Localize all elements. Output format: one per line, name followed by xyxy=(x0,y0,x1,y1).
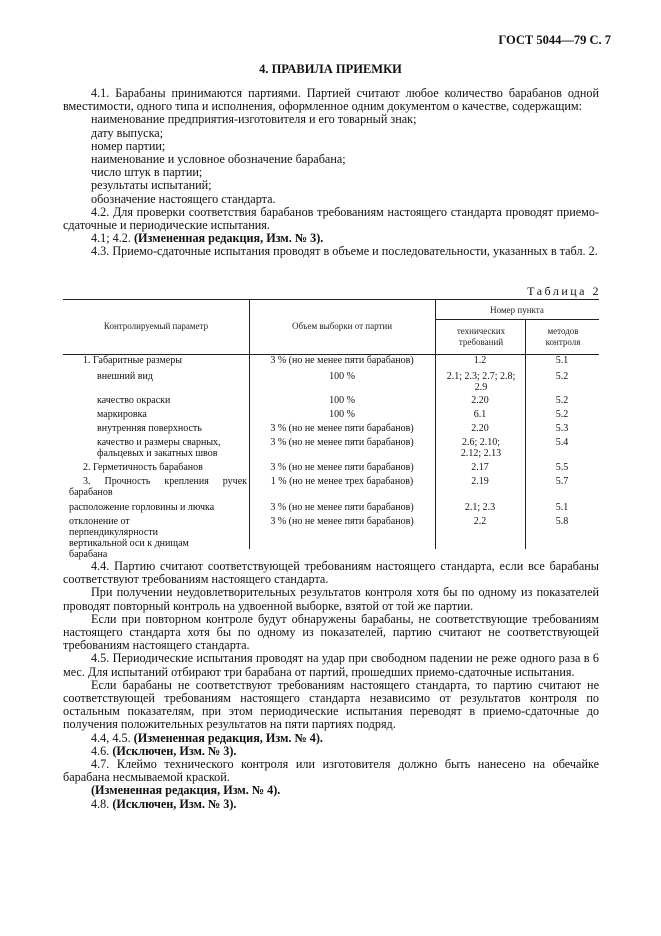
row-param: внешний вид xyxy=(97,371,153,382)
table-body-divider xyxy=(435,354,436,549)
paragraph-4-4-b: При получении неудовлетворительных результатов контроля хотя бы по одному из показателей проводят повторный контроль на удвоенной выборке, взятой от той же партии. xyxy=(63,585,599,613)
row-tech: 2.20 xyxy=(471,423,489,434)
paragraph-4-5-b: Если барабаны не соответствуют требованиям настоящего стандарта, то партию считают не соответствующей требованиям настоящего стандарта независимо от результатов контроля по остальным показателям, при этом периодические испытания переводят в приемо-сдаточные до получения положительных результатов на пяти партиях подряд. xyxy=(63,677,599,732)
row-param: 3. Прочность крепления ручек барабанов xyxy=(69,476,247,498)
list-item: номер партии; xyxy=(91,138,166,153)
list-item: обозначение настоящего стандарта. xyxy=(91,191,276,206)
row-method: 5.7 xyxy=(555,476,569,487)
row-sample: 100 % xyxy=(329,371,355,382)
row-sample: 100 % xyxy=(329,395,355,406)
paragraph-4-5: 4.5. Периодические испытания проводят на удар при свободном падении не реже одного раза в 6 мес. Для испытаний отбирают три барабана от партий, прошедших приемо-сдаточные испытания. xyxy=(63,651,599,679)
paragraph-4-1: 4.1. Барабаны принимаются партиями. Партией считают любое количество барабанов одной вместимости, одного типа и исполнения, оформленное одним документом о качестве, содержащим: xyxy=(63,86,599,114)
row-param: расположение горловины и лючка xyxy=(69,502,215,513)
page-header-ref: ГОСТ 5044—79 С. 7 xyxy=(498,33,611,47)
row-method: 5.8 xyxy=(555,516,569,527)
list-item: результаты испытаний; xyxy=(91,178,212,193)
after-table-block xyxy=(63,560,599,811)
table-body-divider xyxy=(525,354,526,549)
paragraph-4-4: 4.4. Партию считают соответствующей требованиям настоящего стандарта, если все барабаны соответствуют требованиям настоящего стандарта. xyxy=(63,559,599,587)
paragraph-4-2: 4.2. Для проверки соответствия барабанов требованиям настоящего стандарта проводят приемо-сдаточные и периодические испытания. xyxy=(63,204,599,233)
row-sample: 3 % (но не менее пяти барабанов) xyxy=(270,462,414,473)
paragraph-4-3: 4.3. Приемо-сдаточные испытания проводят в объеме и последовательности, указанных в табл. 2. xyxy=(91,244,598,259)
row-param: 2. Герметичность барабанов xyxy=(83,462,203,473)
row-sample: 3 % (но не менее пяти барабанов) xyxy=(270,355,414,366)
row-tech: 6.1 xyxy=(473,409,487,420)
row-method: 5.2 xyxy=(555,371,569,382)
row-method: 5.1 xyxy=(555,355,569,366)
table-top-rule xyxy=(63,299,599,300)
amendment-prefix: 4.6. xyxy=(91,743,110,758)
header-sample-size: Объем выборки от партии xyxy=(291,321,393,331)
header-tech-req: технических требований xyxy=(456,326,506,347)
row-method: 5.3 xyxy=(555,423,569,434)
intro-block xyxy=(63,87,599,259)
row-param: внутренняя поверхность xyxy=(97,423,202,434)
list-item: дату выпуска; xyxy=(91,125,164,140)
row-sample: 1 % (но не менее трех барабанов) xyxy=(270,476,414,487)
row-param: отклонение от перпендикулярности вертикальной оси к днищам барабана xyxy=(69,516,189,560)
row-tech: 2.20 xyxy=(471,395,489,406)
amendment-prefix: 4.1; 4.2. xyxy=(91,231,131,246)
list-item: наименование и условное обозначение барабана; xyxy=(91,152,346,167)
table-subheader-rule xyxy=(435,319,599,320)
table-caption: Таблица 2 xyxy=(527,284,601,298)
amendment-prefix: 4.8. xyxy=(91,796,110,811)
amendment-prefix: 4.4, 4.5. xyxy=(91,730,131,745)
paragraph-4-7: 4.7. Клеймо технического контроля или изготовителя должно быть нанесено на обечайке барабана несмываемой краской. xyxy=(63,757,599,785)
amendment-note-4-7: (Измененная редакция, Изм. № 4). xyxy=(91,783,281,798)
paragraph-4-8 xyxy=(63,798,599,811)
row-param: качество окраски xyxy=(97,395,171,406)
table-col-divider xyxy=(525,319,526,354)
row-tech: 2.6; 2.10; 2.12; 2.13 xyxy=(460,437,502,459)
header-item-number: Номер пункта xyxy=(490,305,544,315)
amendment-bold: (Измененная редакция, Изм. № 4). xyxy=(133,730,323,745)
amendment-bold: (Исключен, Изм. № 3). xyxy=(112,743,237,758)
row-tech: 1.2 xyxy=(473,355,487,366)
row-sample: 3 % (но не менее пяти барабанов) xyxy=(270,516,414,527)
row-sample: 3 % (но не менее пяти барабанов) xyxy=(270,423,414,434)
row-tech: 2.1; 2.3; 2.7; 2.8; 2.9 xyxy=(446,371,516,393)
row-sample: 3 % (но не менее пяти барабанов) xyxy=(270,502,414,513)
row-method: 5.2 xyxy=(555,409,569,420)
row-method: 5.5 xyxy=(555,462,569,473)
header-parameter: Контролируемый параметр xyxy=(103,321,209,331)
row-param: 1. Габаритные размеры xyxy=(83,355,182,366)
row-tech: 2.1; 2.3 xyxy=(464,502,496,513)
row-tech: 2.19 xyxy=(471,476,489,487)
row-tech: 2.17 xyxy=(471,462,489,473)
row-method: 5.2 xyxy=(555,395,569,406)
amendment-bold: (Исключен, Изм. № 3). xyxy=(112,796,237,811)
row-method: 5.4 xyxy=(555,437,569,448)
amendment-bold: (Измененная редакция, Изм. № 3). xyxy=(134,231,324,246)
row-param: качество и размеры сварных, фальцевых и закатных швов xyxy=(97,437,221,459)
list-item: число штук в партии; xyxy=(91,165,203,180)
row-param: маркировка xyxy=(97,409,147,420)
row-sample: 3 % (но не менее пяти барабанов) xyxy=(270,437,414,448)
header-methods: методов контроля xyxy=(545,326,581,347)
section-title: 4. ПРАВИЛА ПРИЕМКИ xyxy=(259,62,402,76)
paragraph-4-4-c: Если при повторном контроле будут обнаружены барабаны, не соответствующие требованиям настоящего стандарта хотя бы по одному из показателей, партию считают не соответствующей требованиям настоящего стандарта. xyxy=(63,611,599,653)
row-tech: 2.2 xyxy=(473,516,487,527)
list-item: наименование предприятия-изготовителя и его товарный знак; xyxy=(91,112,417,127)
table-body-divider xyxy=(249,354,250,549)
row-sample: 100 % xyxy=(329,409,355,420)
row-method: 5.1 xyxy=(555,502,569,513)
